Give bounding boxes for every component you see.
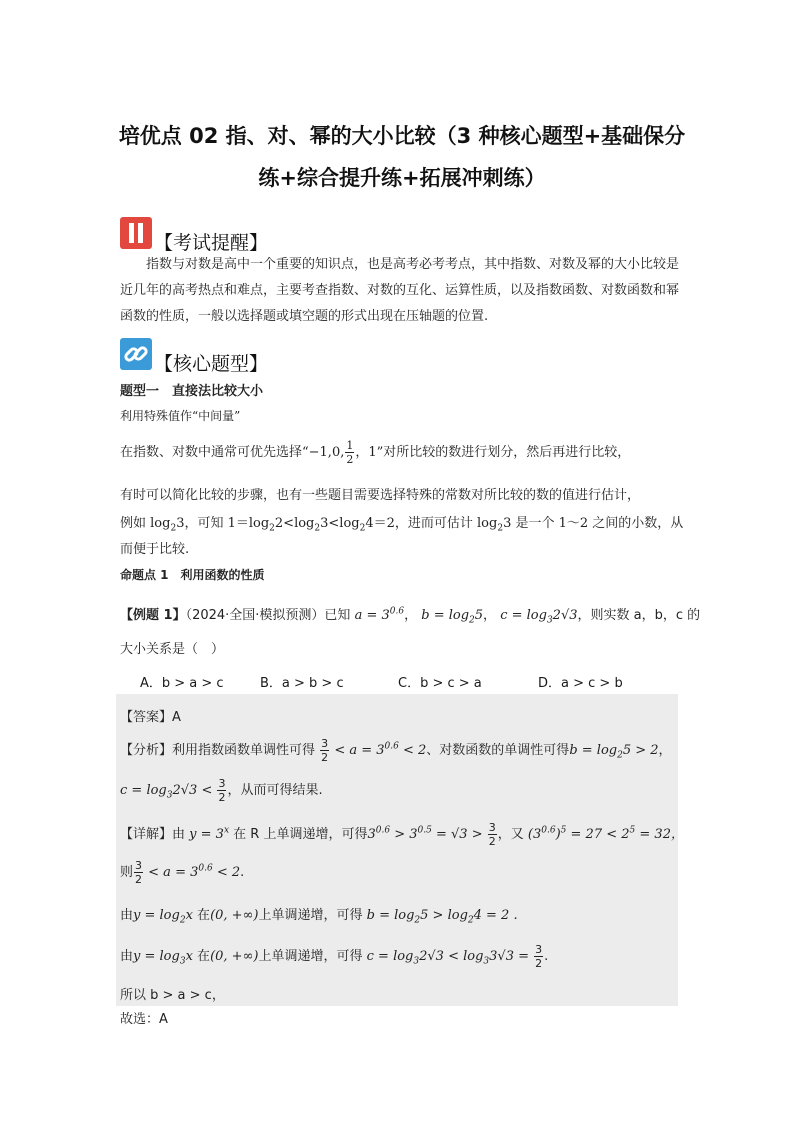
option-a[interactable]: A．b > a > c bbox=[140, 676, 224, 691]
method-line4: 而便于比较. bbox=[120, 542, 190, 557]
section-heading-remind: 【考试提醒】 bbox=[154, 232, 269, 254]
detail-line1: 【详解】由 $y = 3^x$ 在 R 上单调递增，可得$3^{0.6} > 3^{0.5} = √3$ > $\frac{3}{2}$ ，又 $(3^{0.6})^5 = 27 < 2^5 = 32$， bbox=[120, 821, 684, 848]
method-line2: 有时可以简化比较的步骤，也有一些题目需要选择特殊的常数对所比较的数的值进行估计， bbox=[120, 488, 641, 503]
final-choice-line: 故选：A bbox=[120, 1012, 168, 1027]
example-question-line2: 大小关系是（ ） bbox=[120, 642, 225, 657]
analysis-line2: $c = \log_32√3$ < $\frac{3}{2}$ ，从而可得结果. bbox=[120, 777, 323, 804]
detail-line4: 由$y = \log_3x$ 在(0, +∞)上单调递增，可得 $c = \log_32√3 < \log_33√3$ = $\frac{3}{2}$ . bbox=[120, 943, 549, 970]
question-type-heading: 题型一 直接法比较大小 bbox=[120, 384, 264, 399]
subheading-midvalue: 利用特殊值作“中间量” bbox=[120, 409, 241, 423]
example-question: 【例题 1】（2024·全国·模拟预测）已知 $a = 3^{0.6}$， $b = \log_25$， $c = \log_32√3$，则实数 a，b，c 的 bbox=[120, 606, 701, 626]
option-b[interactable]: B．a > b > c bbox=[260, 676, 344, 691]
detail-line2: 则 $\frac{3}{2}$ < $a = 3^{0.6} < 2$. bbox=[120, 859, 245, 886]
link-icon bbox=[120, 338, 152, 370]
document-title-line2: 练+综合提升练+拓展冲刺练） bbox=[258, 166, 546, 190]
answer-line: 【答案】A bbox=[120, 710, 181, 725]
conclusion-line: 所以 b > a > c， bbox=[120, 988, 225, 1003]
section-heading-core: 【核心题型】 bbox=[154, 353, 269, 375]
option-c[interactable]: C．b > c > a bbox=[398, 676, 482, 691]
document-title-line1: 培优点 02 指、对、幂的大小比较（3 种核心题型+基础保分 bbox=[118, 124, 686, 148]
proposition-point-heading: 命题点 1 利用函数的性质 bbox=[120, 568, 265, 582]
pause-icon bbox=[120, 217, 152, 249]
remind-paragraph: 指数与对数是高中一个重要的知识点，也是高考必考考点，其中指数、对数及幂的大小比较是近几年的高考热点和难点，主要考查指数、对数的互化、运算性质，以及指数函数、对数函数和幂函数的性质，一般以选择题或填空题的形式出现在压轴题的位置. bbox=[120, 257, 680, 324]
method-line1: 在指数、对数中通常可优先选择“−1,0, $\frac{1}{2}$ ，1”对所比较的数进行划分，然后再进行比较， bbox=[120, 439, 631, 466]
analysis-line1: 【分析】利用指数函数单调性可得 $\frac{3}{2}$ < $a = 3^{0.6} < 2$、对数函数的单调性可得$b = \log_25 > 2$， bbox=[120, 737, 672, 764]
detail-line3: 由$y = \log_2x$ 在(0, +∞)上单调递增，可得 $b = \log_25 > \log_24 = 2$ . bbox=[120, 908, 518, 926]
option-d[interactable]: D．a > c > b bbox=[538, 676, 623, 691]
method-line3: 例如 $\log_23$，可知 $1=\log_22<\log_23<\log_24=2$，进而可估计 $\log_23$ 是一个 1～2 之间的小数，从 bbox=[120, 516, 684, 534]
